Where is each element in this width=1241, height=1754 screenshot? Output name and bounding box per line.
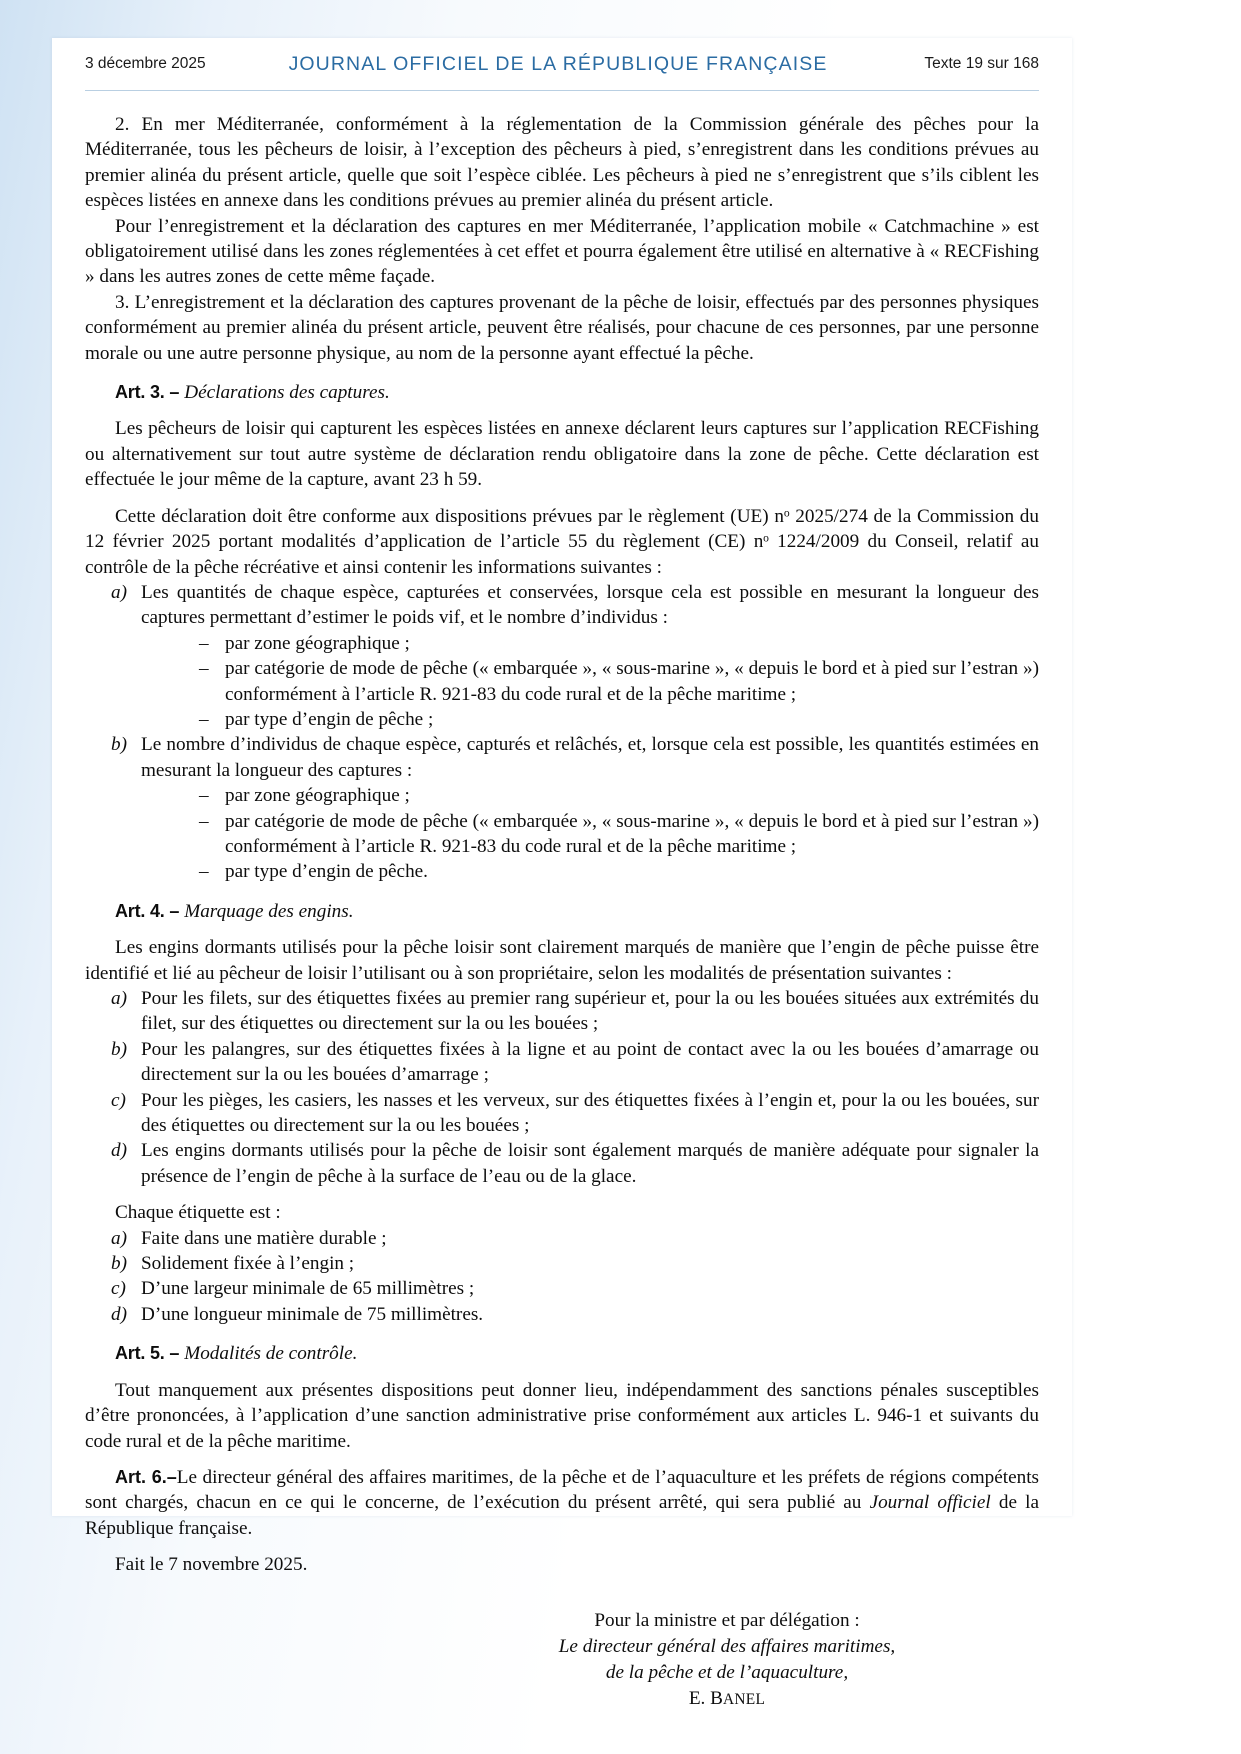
sub-list-text: par type d’engin de pêche. <box>225 861 428 883</box>
journal-officiel-italic: Journal officiel <box>869 1492 991 1514</box>
signature-role-line-2: de la pêche et de l’aquaculture, <box>605 1661 849 1683</box>
journal-title: JOURNAL OFFICIEL DE LA RÉPUBLIQUE FRANÇAISE <box>288 52 828 75</box>
paragraph-alinea-3: 3. L’enregistrement et la déclaration des captures provenant de la pêche de loisir, effectués par des personnes physiques conformément au premier alinéa du présent article, peuvent être réalisés, pour chacune de ces personnes, par une personne morale ou une autre personne physique, au nom de la personne ayant effectué la pêche. <box>85 291 1039 364</box>
list-marker: c) <box>111 1278 126 1300</box>
paragraph-alinea-2: 2. En mer Méditerranée, conformément à la réglementation de la Commission générale des pêches pour la Méditerranée, tous les pêcheurs de loisir, à l’exception des pêcheurs à pied, s’enregistrent dans les conditions prévues au premier alinéa du présent article, quelle que soit l’espèce ciblée. Les pêcheurs à pied ne s’enregistrent que s’ils ciblent les espèces listées en annexe dans les conditions prévues au premier alinéa du présent article. <box>85 114 1039 212</box>
list-item <box>85 1251 1039 1276</box>
article-6-paragraph <box>85 1465 1039 1541</box>
list-marker: a) <box>111 988 127 1009</box>
sub-list-marker: – <box>199 810 209 832</box>
sub-list-text: par catégorie de mode de pêche (« embarquée », « sous-marine », « depuis le bord et à pied sur l’estran ») conformément à l’article R. 921-83 du code rural et de la pêche maritime ; <box>225 658 1039 705</box>
list-text: D’une largeur minimale de 65 millimètres ; <box>141 1278 475 1300</box>
signature-role-line-1: Le directeur général des affaires maritimes, <box>558 1635 896 1657</box>
list-marker: b) <box>111 1253 127 1275</box>
sub-list-marker: – <box>199 658 209 680</box>
article-4-title: Marquage des engins. <box>184 900 354 922</box>
article-3-title: Déclarations des captures. <box>184 382 390 404</box>
article-5-title: Modalités de contrôle. <box>184 1343 358 1365</box>
article-3-number: Art. 3. <box>115 382 165 403</box>
paragraph-catchmachine: Pour l’enregistrement et la déclaration des captures en mer Méditerranée, l’application mobile « Catchmachine » est obligatoirement utilisé dans les zones réglementées à cet effet et pourra également être utilisé en alternative à « RECFishing » dans les autres zones de cette même façade. <box>85 215 1039 288</box>
article-4-heading <box>85 899 1039 924</box>
list-item <box>85 1037 1039 1088</box>
article-3-sublist-a <box>141 631 1039 733</box>
closing-date: Fait le 7 novembre 2025. <box>115 1554 308 1576</box>
list-item <box>85 1088 1039 1139</box>
etiquette-label: Chaque étiquette est : <box>115 1202 281 1224</box>
list-marker: d) <box>111 1303 127 1325</box>
list-marker: b) <box>111 1038 127 1060</box>
list-text: Le nombre d’individus de chaque espèce, capturés et relâchés, et, lorsque cela est possible, les quantités estimées en mesurant la longueur des captures : <box>141 734 1039 781</box>
list-item <box>85 580 1039 732</box>
signatory-initial: E. B <box>688 1687 723 1709</box>
sub-list-item <box>141 859 1039 884</box>
article-6-text-part2: de la République française. <box>85 1492 1039 1539</box>
article-3-paragraph-2: Cette déclaration doit être conforme aux dispositions prévues par le règlement (UE) nᵒ 2025/274 de la Commission du 12 février 2025 portant modalités d’application de l’article 55 du règlement (CE) nᵒ 1224/2009 du Conseil, relatif au contrôle de la pêche récréative et ainsi contenir les informations suivantes : <box>85 505 1039 578</box>
article-6-dash: – <box>166 1466 177 1487</box>
sub-list-item <box>141 707 1039 732</box>
article-3-heading <box>85 380 1039 405</box>
list-text: Pour les palangres, sur des étiquettes fixées à la ligne et au point de contact avec la ou les bouées d’amarrage ou directement sur la ou les bouées d’amarrage ; <box>141 1038 1039 1086</box>
sub-list-marker: – <box>199 785 209 807</box>
list-text: Pour les pièges, les casiers, les nasses et les verveux, sur des étiquettes fixées à l’engin et, pour la ou les bouées, sur des étiquettes ou directement sur la ou les bouées ; <box>141 1089 1039 1137</box>
signatory-surname: ANEL <box>722 1690 766 1708</box>
list-text: D’une longueur minimale de 75 millimètres. <box>141 1303 484 1325</box>
article-5-dash: – <box>169 1343 180 1364</box>
article-6-text-part1: Le directeur général des affaires maritimes, de la pêche et de l’aquaculture et les préfets de régions compétents sont chargés, chacun en ce qui le concerne, de l’exécution du présent arrêté, qui sera publié au <box>85 1466 1040 1514</box>
sub-list-text: par type d’engin de pêche ; <box>225 708 434 730</box>
article-4-dash: – <box>169 900 180 921</box>
signature-block <box>85 1608 1039 1713</box>
article-3-paragraph-1: Les pêcheurs de loisir qui capturent les espèces listées en annexe déclarent leurs captures sur l’application RECFishing ou alternativement sur tout autre système de déclaration rendu obligatoire dans la zone de pêche. Cette déclaration est effectuée le jour même de la capture, avant 23 h 59. <box>85 418 1039 491</box>
etiquette-list <box>85 1226 1039 1328</box>
document-page <box>52 38 1072 1709</box>
article-5-heading <box>85 1341 1039 1366</box>
list-text: Pour les filets, sur des étiquettes fixées au premier rang supérieur et, pour la ou les bouées situées aux extrémités du filet, sur des étiquettes ou directement sur la ou les bouées ; <box>141 988 1039 1035</box>
list-marker: a) <box>111 1227 127 1249</box>
list-marker: a) <box>111 581 127 603</box>
document-body <box>52 90 1072 1713</box>
header-folio: Texte 19 sur 168 <box>924 55 1039 72</box>
list-item <box>85 1226 1039 1251</box>
sub-list-marker: – <box>199 708 209 730</box>
list-item <box>85 1276 1039 1301</box>
header-rule <box>85 90 1039 91</box>
list-marker: d) <box>111 1140 127 1162</box>
sub-list-item <box>141 783 1039 808</box>
header-date: 3 décembre 2025 <box>85 55 206 72</box>
sub-list-text: par zone géographique ; <box>225 632 410 654</box>
sub-list-item <box>141 631 1039 656</box>
sub-list-text: par zone géographique ; <box>225 785 410 807</box>
list-text: Les quantités de chaque espèce, capturées et conservées, lorsque cela est possible en mesurant la longueur des captures permettant d’estimer le poids vif, et le nombre d’individus : <box>141 581 1039 629</box>
article-3-list <box>85 580 1039 885</box>
list-item <box>85 1302 1039 1327</box>
list-text: Faite dans une matière durable ; <box>141 1227 387 1249</box>
sub-list-marker: – <box>199 632 209 654</box>
signatory-name <box>415 1686 1039 1713</box>
article-5-number: Art. 5. <box>115 1343 165 1364</box>
sub-list-item <box>141 656 1039 707</box>
sub-list-text: par catégorie de mode de pêche (« embarquée », « sous-marine », « depuis le bord et à pied sur l’estran ») conformément à l’article R. 921-83 du code rural et de la pêche maritime ; <box>225 810 1039 857</box>
sub-list-marker: – <box>199 861 209 883</box>
article-3-dash: – <box>169 382 180 403</box>
sub-list-item <box>141 809 1039 860</box>
list-text: Les engins dormants utilisés pour la pêche de loisir sont également marqués de manière adéquate pour signaler la présence de l’engin de pêche à la surface de l’eau ou de la glace. <box>141 1140 1039 1187</box>
list-marker: b) <box>111 734 127 756</box>
signature-delegation: Pour la ministre et par délégation : <box>594 1609 860 1631</box>
page-header <box>52 38 1072 90</box>
list-text: Solidement fixée à l’engin ; <box>141 1253 355 1275</box>
article-4-paragraph-1: Les engins dormants utilisés pour la pêche loisir sont clairement marqués de manière que l’engin de pêche puisse être identifié et lié au pêcheur de loisir l’utilisant ou à son propriétaire, selon les modalités de présentation suivantes : <box>85 937 1039 984</box>
list-marker: c) <box>111 1089 126 1111</box>
article-4-list <box>85 986 1039 1189</box>
article-6-number: Art. 6. <box>115 1466 167 1487</box>
article-3-sublist-b <box>141 783 1039 885</box>
list-item <box>85 1138 1039 1189</box>
article-4-number: Art. 4. <box>115 900 165 921</box>
article-5-paragraph-1: Tout manquement aux présentes dispositions peut donner lieu, indépendamment des sanctions pénales susceptibles d’être prononcées, à l’application d’une sanction administrative prise conformément aux articles L. 946-1 et suivants du code rural et de la pêche maritime. <box>85 1379 1039 1452</box>
list-item <box>85 986 1039 1037</box>
list-item <box>85 732 1039 884</box>
